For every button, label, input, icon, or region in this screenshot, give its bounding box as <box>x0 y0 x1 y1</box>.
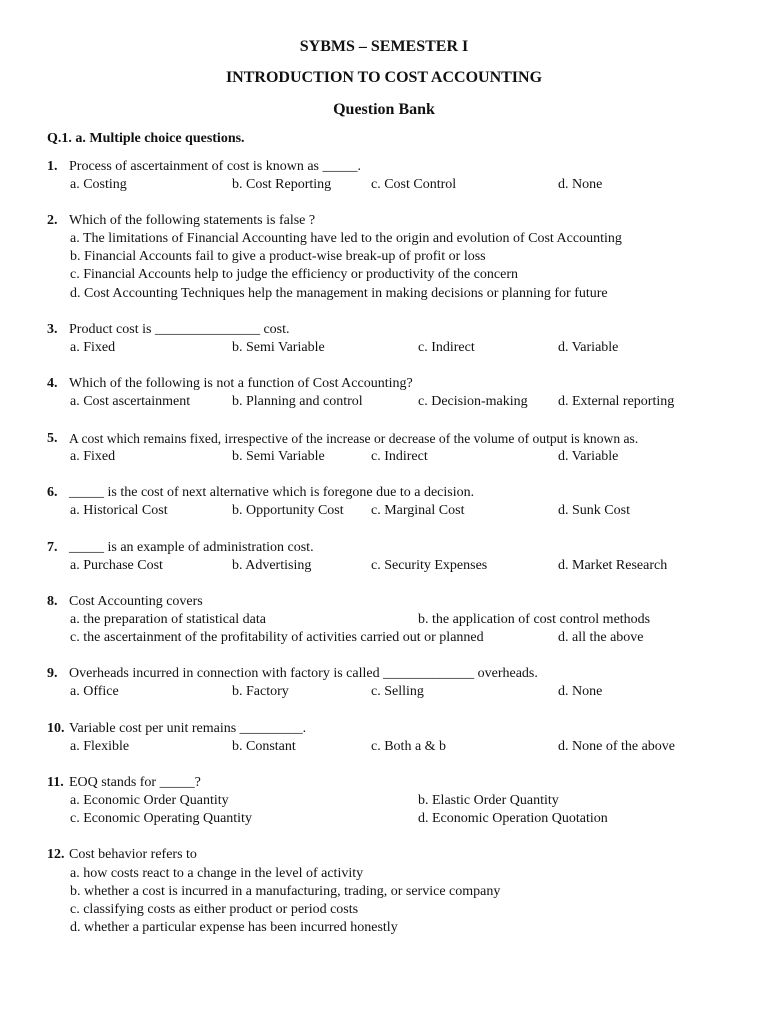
option-d: d. None <box>558 684 603 699</box>
option-b: b. Semi Variable <box>232 340 325 355</box>
option-c: c. Selling <box>371 684 424 699</box>
option-a: a. Purchase Cost <box>70 558 163 573</box>
option-b: b. Factory <box>232 684 289 699</box>
option-a: a. Fixed <box>70 340 116 355</box>
option-c: c. the ascertainment of the profitability of activities carried out or planned <box>70 630 484 645</box>
option-b: b. Semi Variable <box>232 449 325 464</box>
option-c: c. Both a & b <box>371 739 447 754</box>
question-text: Product cost is _______________ cost. <box>69 322 290 337</box>
question-number: 12. <box>47 847 65 862</box>
question-number: 8. <box>47 594 58 609</box>
question-number: 5. <box>47 431 58 446</box>
option-c: c. Decision-making <box>418 394 528 409</box>
document-title: Question Bank <box>333 101 435 118</box>
question-number: 7. <box>47 540 58 555</box>
option-d: d. all the above <box>558 630 644 645</box>
question-text: _____ is the cost of next alternative which is foregone due to a decision. <box>69 485 475 500</box>
option-b: b. the application of cost control methods <box>418 612 651 627</box>
question-text: Overheads incurred in connection with factory is called _____________ overheads. <box>69 666 538 681</box>
option-d: d. None <box>558 177 603 192</box>
question-number: 11. <box>47 775 64 790</box>
question-text: _____ is an example of administration cost. <box>69 540 314 555</box>
option-d: d. Market Research <box>558 558 668 573</box>
option-a: a. how costs react to a change in the level of activity <box>70 866 364 881</box>
option-d: d. None of the above <box>558 739 676 754</box>
option-a: a. The limitations of Financial Accounting have led to the origin and evolution of Cost Accounting <box>70 231 622 246</box>
question-text: Which of the following statements is false ? <box>69 213 316 228</box>
question-text: Variable cost per unit remains _________. <box>69 721 307 736</box>
option-d: d. Sunk Cost <box>558 503 630 518</box>
question-text: A cost which remains fixed, irrespective of the increase or decrease of the volume of output is known as. <box>69 431 639 446</box>
question-text: Which of the following is not a function of Cost Accounting? <box>69 376 413 391</box>
option-a: a. Economic Order Quantity <box>70 793 229 808</box>
option-d: d. whether a particular expense has been incurred honestly <box>70 920 398 935</box>
question-number: 6. <box>47 485 58 500</box>
option-d: d. Variable <box>558 449 619 464</box>
option-a: a. Fixed <box>70 449 116 464</box>
option-c: c. Indirect <box>371 449 428 464</box>
option-a: a. Office <box>70 684 119 699</box>
option-b: b. Financial Accounts fail to give a product-wise break-up of profit or loss <box>70 249 486 264</box>
option-d: d. Economic Operation Quotation <box>418 811 608 826</box>
question-text: Process of ascertainment of cost is known as _____. <box>69 159 361 174</box>
question-number: 2. <box>47 213 58 228</box>
option-c: c. Indirect <box>418 340 475 355</box>
question-text: Cost Accounting covers <box>69 594 203 609</box>
option-a: a. the preparation of statistical data <box>70 612 266 627</box>
option-c: c. Security Expenses <box>371 558 488 573</box>
question-number: 4. <box>47 376 58 391</box>
question-number: 10. <box>47 721 65 736</box>
option-b: b. Advertising <box>232 558 312 573</box>
option-a: a. Cost ascertainment <box>70 394 191 409</box>
option-d: d. Variable <box>558 340 619 355</box>
option-c: c. Cost Control <box>371 177 457 192</box>
option-d: d. Cost Accounting Techniques help the management in making decisions or planning for future <box>70 286 608 301</box>
course-title: SYBMS – SEMESTER I <box>299 38 469 55</box>
option-b: b. Constant <box>232 739 296 754</box>
section-title: Q.1. a. Multiple choice questions. <box>47 131 245 146</box>
question-number: 3. <box>47 322 58 337</box>
subject-title: INTRODUCTION TO COST ACCOUNTING <box>225 69 543 86</box>
option-c: c. classifying costs as either product or period costs <box>70 902 359 917</box>
question-text: Cost behavior refers to <box>69 847 197 862</box>
question-number: 1. <box>47 159 58 174</box>
option-a: a. Costing <box>70 177 127 192</box>
option-d: d. External reporting <box>558 394 675 409</box>
question-text: EOQ stands for _____? <box>69 775 201 790</box>
question-number: 9. <box>47 666 58 681</box>
option-b: b. Cost Reporting <box>232 177 332 192</box>
option-b: b. whether a cost is incurred in a manufacturing, trading, or service company <box>70 884 501 899</box>
option-a: a. Historical Cost <box>70 503 168 518</box>
option-c: c. Economic Operating Quantity <box>70 811 252 826</box>
option-b: b. Opportunity Cost <box>232 503 344 518</box>
option-b: b. Elastic Order Quantity <box>418 793 559 808</box>
option-a: a. Flexible <box>70 739 130 754</box>
option-c: c. Financial Accounts help to judge the efficiency or productivity of the concern <box>70 267 518 282</box>
option-c: c. Marginal Cost <box>371 503 465 518</box>
option-b: b. Planning and control <box>232 394 363 409</box>
